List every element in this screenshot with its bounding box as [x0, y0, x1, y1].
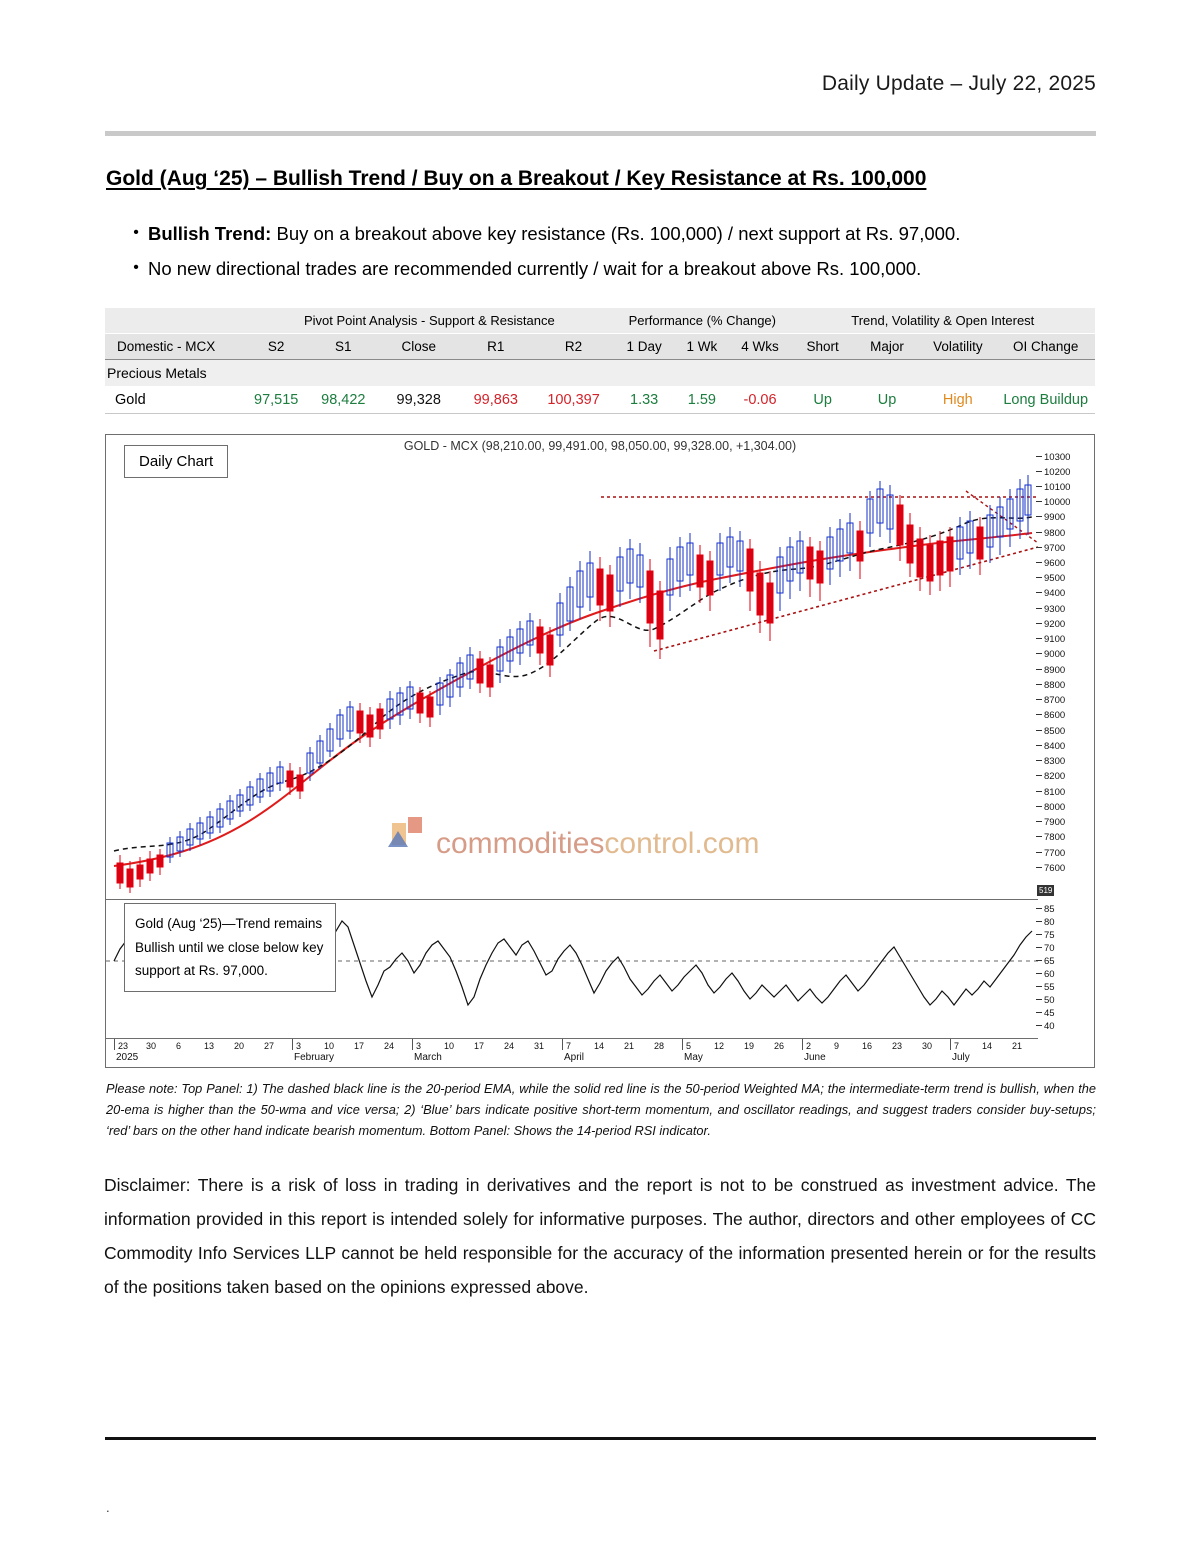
bullet-dot-icon: • [133, 224, 139, 241]
chart-title: GOLD - MCX (98,210.00, 99,491.00, 98,050.00, 99,328.00, +1,304.00) [403, 439, 797, 453]
rsi-axis: 85 80 75 70 65 60 55 50 45 40 [1036, 905, 1094, 1035]
bullet-body: Buy on a breakout above key resistance (Rs. 100,000) / next support at Rs. 97,000. [271, 223, 961, 244]
x-month-february: February [294, 1052, 335, 1063]
cell-1day: 1.33 [614, 387, 674, 414]
cell-close: 99,328 [379, 387, 459, 414]
gold-daily-chart [105, 434, 1095, 1068]
group-pivot: Pivot Point Analysis - Support & Resistance [245, 308, 614, 334]
bullet-text [148, 257, 1096, 282]
chart-note: Please note: Top Panel: 1) The dashed black line is the 20-period EMA, while the solid red line is the 50-period Weighted MA; the intermediate-term trend is bullish, when the 20-ema is higher than the 50-wma and vice versa; 2) ‘Blue’ bars indicate positive short-term momentum, and oscillator readings, and suggest traders consider buy-setups; ‘red’ bars on the other hand indicate bearish momentum. Bottom Panel: Shows the 14-period RSI indicator. [106, 1081, 1096, 1139]
price-last-tag: 519 [1039, 886, 1053, 895]
cell-s1: 98,422 [308, 387, 379, 414]
table-group-header-row [105, 308, 1095, 334]
row-name-gold: Gold [105, 387, 245, 414]
group-performance: Performance (% Change) [614, 308, 791, 334]
bullet-dot-icon: • [133, 258, 139, 276]
commoditiescontrol-logo-icon [388, 813, 432, 857]
cell-4wks: -0.06 [730, 387, 791, 414]
chart-x-axis: 23 30 6 13 20 27 3 10 17 24 3 10 17 24 31 7 14 21 28 5 12 19 26 2 9 16 23 30 7 14 21 2025 February March April May June July [106, 1038, 1038, 1067]
col-4wks: 4 Wks [730, 334, 791, 360]
cell-oi-change: Long Buildup [996, 387, 1095, 414]
col-r1: R1 [459, 334, 534, 360]
pivot-point-table [105, 308, 1095, 414]
col-s1: S1 [308, 334, 379, 360]
panel-divider [106, 899, 1038, 900]
price-axis: 10300 10200 10100 10000 9900 9800 9700 9600 9500 9400 9300 9200 9100 9000 8900 8800 8700 8600 8500 8400 8300 8200 8100 8000 7900 7800 7700 7600 519 [1036, 453, 1094, 913]
col-1wk: 1 Wk [674, 334, 729, 360]
rsi-note-box: Gold (Aug ‘25)—Trend remains Bullish until we close below key support at Rs. 97,000. [124, 903, 336, 992]
x-month-june: June [804, 1052, 826, 1063]
table-row [105, 387, 1095, 414]
x-month-2025: 2025 [116, 1052, 139, 1063]
daily-chart-label: Daily Chart [124, 445, 228, 478]
header-divider [105, 131, 1096, 136]
list-item [106, 257, 1096, 282]
group-trend: Trend, Volatility & Open Interest [791, 308, 1095, 334]
bullet-lead: Bullish Trend: [148, 223, 272, 244]
col-r2: R2 [533, 334, 614, 360]
cell-major: Up [855, 387, 919, 414]
cell-short: Up [791, 387, 855, 414]
col-1day: 1 Day [614, 334, 674, 360]
list-item [106, 222, 1096, 247]
col-close: Close [379, 334, 459, 360]
cell-r1: 99,863 [459, 387, 534, 414]
x-month-july: July [952, 1052, 970, 1063]
col-domestic-mcx: Domestic - MCX [105, 334, 245, 360]
col-oi-change: OI Change [996, 334, 1095, 360]
table-header-row [105, 334, 1095, 360]
bullet-body: No new directional trades are recommended currently / wait for a breakout above Rs. 100,000. [148, 257, 922, 279]
section-precious-metals: Precious Metals [105, 360, 1095, 387]
group-blank [105, 308, 245, 334]
x-month-april: April [564, 1052, 585, 1063]
disclaimer-text: Disclaimer: There is a risk of loss in trading in derivatives and the report is not to be construed as investment advice. The information provided in this report is intended solely for informative purposes. The author, directors and other employees of CC Commodity Info Services LLP cannot be held responsible for the accuracy of the information presented herein or for the results of the positions taken based on the opinions expressed above. [104, 1175, 1096, 1298]
cell-s2: 97,515 [245, 387, 308, 414]
bullet-list [106, 222, 1096, 292]
col-volatility: Volatility [919, 334, 996, 360]
bullet-text [148, 222, 1096, 247]
header-date: Daily Update – July 22, 2025 [821, 72, 1096, 95]
page-title: Gold (Aug ‘25) – Bullish Trend / Buy on a Breakout / Key Resistance at Rs. 100,000 [106, 167, 927, 190]
col-major: Major [855, 334, 919, 360]
col-short: Short [791, 334, 855, 360]
watermark-part2: control.com [604, 827, 760, 860]
footer-mark: . [106, 1500, 110, 1515]
price-panel-plot [106, 451, 1038, 901]
x-month-may: May [684, 1052, 703, 1063]
col-s2: S2 [245, 334, 308, 360]
cell-1wk: 1.59 [674, 387, 729, 414]
cell-volatility: High [919, 387, 996, 414]
watermark-part1: commodities [436, 827, 605, 860]
cell-r2: 100,397 [533, 387, 614, 414]
x-month-march: March [414, 1052, 442, 1063]
footer-divider [105, 1437, 1096, 1440]
table-section-row [105, 360, 1095, 387]
